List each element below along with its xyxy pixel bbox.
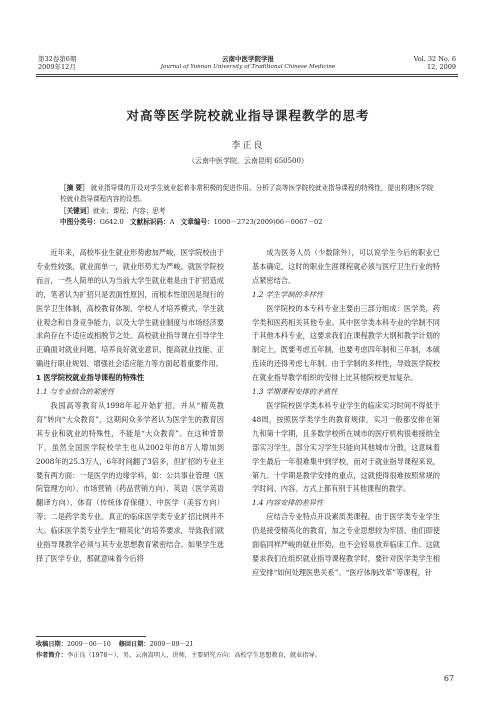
paragraph-1-3: 医学院校医学类本科专业学生的临床实习时间不得低于48周，按照医学类学生的教育规律，实习一般都安排在第九和第十学期，且多数学校所在城市的医疗机构很难接纳全部实习学生，部分实习学生只能向其他城市分散，这意味着学生最后一年很难集中到学校，而对于就业指导课程来说，第九、十学期是教学安排的重点，这就使得很难按照常规的学时间、内容、方式上都有别于其他课程的教学。 [252, 400, 440, 494]
article-title: 对高等医学院校就业指导课程教学的思考 [126, 108, 370, 123]
doc-code-value: A [169, 218, 175, 226]
subsection-heading-1-3: 1.3 学期课程安排的矛盾性 [252, 387, 338, 397]
article-no-label: 文章编号： [180, 218, 214, 226]
issue-volume: 第32卷第6期 [38, 55, 77, 63]
section-heading-1: 1 医学院校就业指导课程的特殊性 [36, 373, 145, 383]
journal-name [150, 55, 346, 71]
journal-name-cn: 云南中医学院学报 [222, 55, 274, 63]
subsection-heading-1-2: 1.2 学生学制的多样性 [252, 289, 324, 299]
paragraph-1-4: 应结合专业特点开设素质类课程。由于医学类专业学生仍是接受精英化的教育，加之专业思想较为牢固，他们即使面临同样严峻的就业形势，也不会轻易放弃临床工作。这就要求我们在组织就业指导课程教学时，要针对医学类学生相应安排“如何处理医患关系”、“医疗体制改革”等课程，针 [252, 512, 440, 577]
doc-code-label: 文献标识码： [130, 218, 170, 226]
article-no-value: 1000－2723(2009)06－0067－02 [213, 218, 323, 226]
clc-label: 中图分类号： [60, 218, 100, 226]
author-info-label: 作者简介： [36, 652, 67, 659]
received-date: 2009－06－10 [66, 641, 111, 648]
journal-issue [38, 55, 76, 71]
clc-value: G642.0 [99, 218, 124, 226]
revised-label: 修回日期： [118, 641, 150, 648]
footnote-rule [36, 636, 146, 637]
intro-paragraph: 近年来，高校毕业生就业形势愈加严峻，医学院校由于专业性较强，就业面单一，就业形势尤为严峻。就医学院校而言，一些人简单的认为当前大学生就业难是由于扩招造成的，笔者认为扩招只是表面性原因，而根本性原因是现行的医学卫生体制，高校教育体制、学校人才培养模式，学生就业观念和自身竞争能力，以及大学生就业制度与市场经济要求尚存在不适应或相脱节之处。高校就业指导课在引导学生正确面对就业问题、培养良好就业意识、提高就业技能、正确进行职业规划、增强社会适应能力等方面起着重要作用。 [36, 248, 224, 369]
footnote-author [36, 651, 466, 660]
author-info: 李正良（1978～），男，云南嵩明人，讲师，主要研究方向：高校学生思想教育，就业指导。 [66, 652, 321, 659]
paragraph-1-1: 我国高等教育从1998年起开始扩招，并从“精英教育”转向“大众教育”，这期间众多学者认为医学生的教育因其专业和就业的特殊性，不能是“大众教育”。在这种背景下，虽然全国医学院校学生也从2002年的8万人增加到2008年的25.3万人，6年时间翻了3倍多，但扩招的专业主要有两方面：一是医学的边缘学科，如：公共事业管理（医院管理方向）、市场营销（药品营销方向）、英语（医学英语翻译方向）、体育（传统体育保健）、中医学（美容方向）等；二是药学类专业。真正的临床医学类专业扩招比例并不大。临床医学类专业学生“精英化”的培养要求，导致我们就业指导课教学必须与其专业思想教育紧密结合。如果学生选择了医学专业，那就意味着今后将 [36, 400, 224, 563]
revised-date: 2009－09－21 [149, 641, 194, 648]
body-column-left [36, 246, 224, 566]
author-affiliation: （云南中医学院，云南昆明 650500） [188, 157, 308, 165]
abstract [60, 183, 438, 204]
received-label: 收稿日期： [36, 641, 67, 648]
journal-issue-en [414, 55, 456, 71]
keywords-label: ［关键词］ [60, 207, 93, 215]
paragraph-1-2: 医学院校的本专科专业主要由三部分组成：医学类，药学类和医药相关其他专业。其中医学类本科专业的学制不同于其他本科专业，这要求我们在课程教学大纲和教学计划的制定上，既要考虑五年制，也要考虑四年制和三年制，本硕连读的还得考虑七年制。由于学制的多样性，导致医学院校在就业指导教学组织的安排上比其他院校更加复杂。 [252, 303, 440, 383]
journal-name-en: Journal of Yunnan University of Traditional Chinese Medicine [160, 64, 336, 70]
issue-volume-en: Vol. 32 No. 6 [413, 55, 456, 63]
article-author: 李正良 [231, 141, 265, 151]
page-number: 67 [443, 674, 454, 683]
abstract-label: ［摘 要］ [60, 184, 89, 192]
classification [60, 217, 438, 228]
header-rule-thin [36, 76, 458, 77]
subsection-heading-1-4: 1.4 内容安排的差异性 [252, 498, 324, 508]
issue-date: 2009年12月 [38, 63, 76, 71]
keywords-text: 就业；课程；内容；思考 [92, 207, 166, 215]
abstract-text: 就业指导课的开设对学生就业起着非常积极的促进作用。分析了高等医学院校就业指导课程的特殊性，提出构建医学院校就业指导课程内容的设想。 [60, 184, 434, 203]
body-column-right [252, 246, 440, 580]
header-rule [36, 74, 458, 75]
subsection-heading-1-1: 1.1 与专业结合的紧密性 [36, 387, 115, 397]
footnote-dates [36, 640, 194, 649]
keywords [60, 206, 438, 217]
paragraph-cont: 成为医务人员（少数除外），可以说学生今后的职业已基本确定，这时的职业生涯课程就必须与医疗卫生行业的特点紧密结合。 [252, 248, 440, 285]
issue-date-en: 12, 2009 [427, 63, 456, 71]
